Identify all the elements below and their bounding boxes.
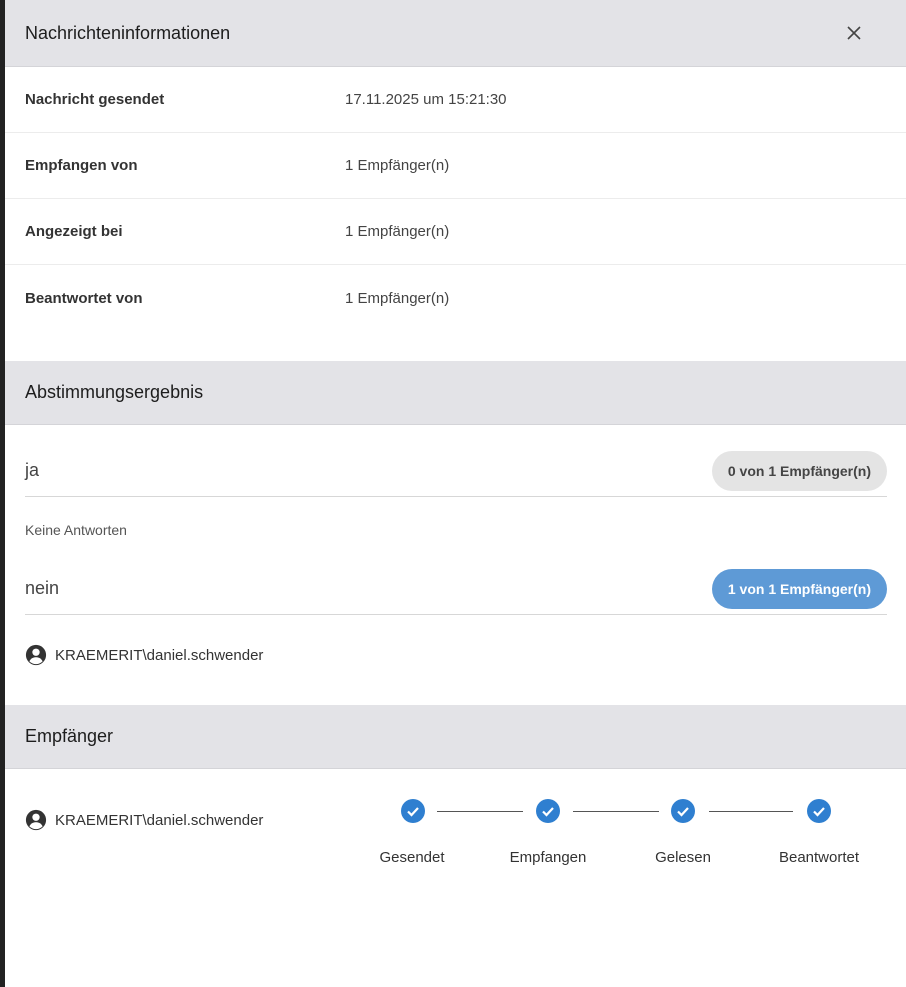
info-label: Beantwortet von <box>25 289 143 307</box>
vote-result-header <box>5 361 906 425</box>
step-connector <box>573 811 659 812</box>
vote-option-label: nein <box>25 578 60 598</box>
step-label-received: Empfangen <box>509 849 587 866</box>
info-label: Angezeigt bei <box>25 223 123 240</box>
step-label-sent: Gesendet <box>379 849 445 866</box>
info-row-received <box>5 133 906 199</box>
user-circle-icon <box>25 644 47 666</box>
info-row-displayed <box>5 199 906 265</box>
info-value: 1 Empfänger(n) <box>345 289 450 307</box>
close-button[interactable] <box>838 17 870 49</box>
recipients-header <box>5 705 906 769</box>
no-answers-text: Keine Antworten <box>25 522 127 538</box>
vote-option-label: ja <box>25 460 40 480</box>
vote-option-ja <box>25 425 887 497</box>
check-circle-icon <box>807 799 831 823</box>
recipient-status <box>5 769 906 909</box>
vote-option-nein <box>25 563 887 615</box>
step-connector <box>709 811 793 812</box>
info-row-sent <box>5 67 906 133</box>
recipients-title: Empfänger <box>25 726 114 746</box>
dialog-header <box>5 0 906 67</box>
vote-count-chip[interactable]: 1 von 1 Empfänger(n) <box>712 569 887 609</box>
check-circle-icon <box>536 799 560 823</box>
vote-count-chip: 0 von 1 Empfänger(n) <box>712 451 887 491</box>
dialog-title: Nachrichteninformationen <box>25 22 231 43</box>
message-info-dialog <box>5 0 906 987</box>
info-value: 1 Empfänger(n) <box>345 223 450 240</box>
info-label: Nachricht gesendet <box>25 91 165 108</box>
check-circle-icon <box>401 799 425 823</box>
step-connector <box>437 811 523 812</box>
check-circle-icon <box>671 799 695 823</box>
status-stepper <box>5 769 906 909</box>
info-row-answered <box>5 265 906 331</box>
recipient-name: KRAEMERIT\daniel.schwender <box>55 811 264 829</box>
info-value: 1 Empfänger(n) <box>345 157 450 174</box>
message-info-list <box>5 67 906 361</box>
voter-name: KRAEMERIT\daniel.schwender <box>55 646 264 664</box>
voter-row <box>5 615 906 695</box>
vote-result-title: Abstimmungsergebnis <box>25 382 204 402</box>
step-label-read: Gelesen <box>655 849 711 866</box>
info-label: Empfangen von <box>25 157 138 174</box>
step-label-answered: Beantwortet <box>778 849 860 866</box>
close-icon[interactable] <box>846 25 862 41</box>
info-value: 17.11.2025 um 15:21:30 <box>345 91 507 108</box>
